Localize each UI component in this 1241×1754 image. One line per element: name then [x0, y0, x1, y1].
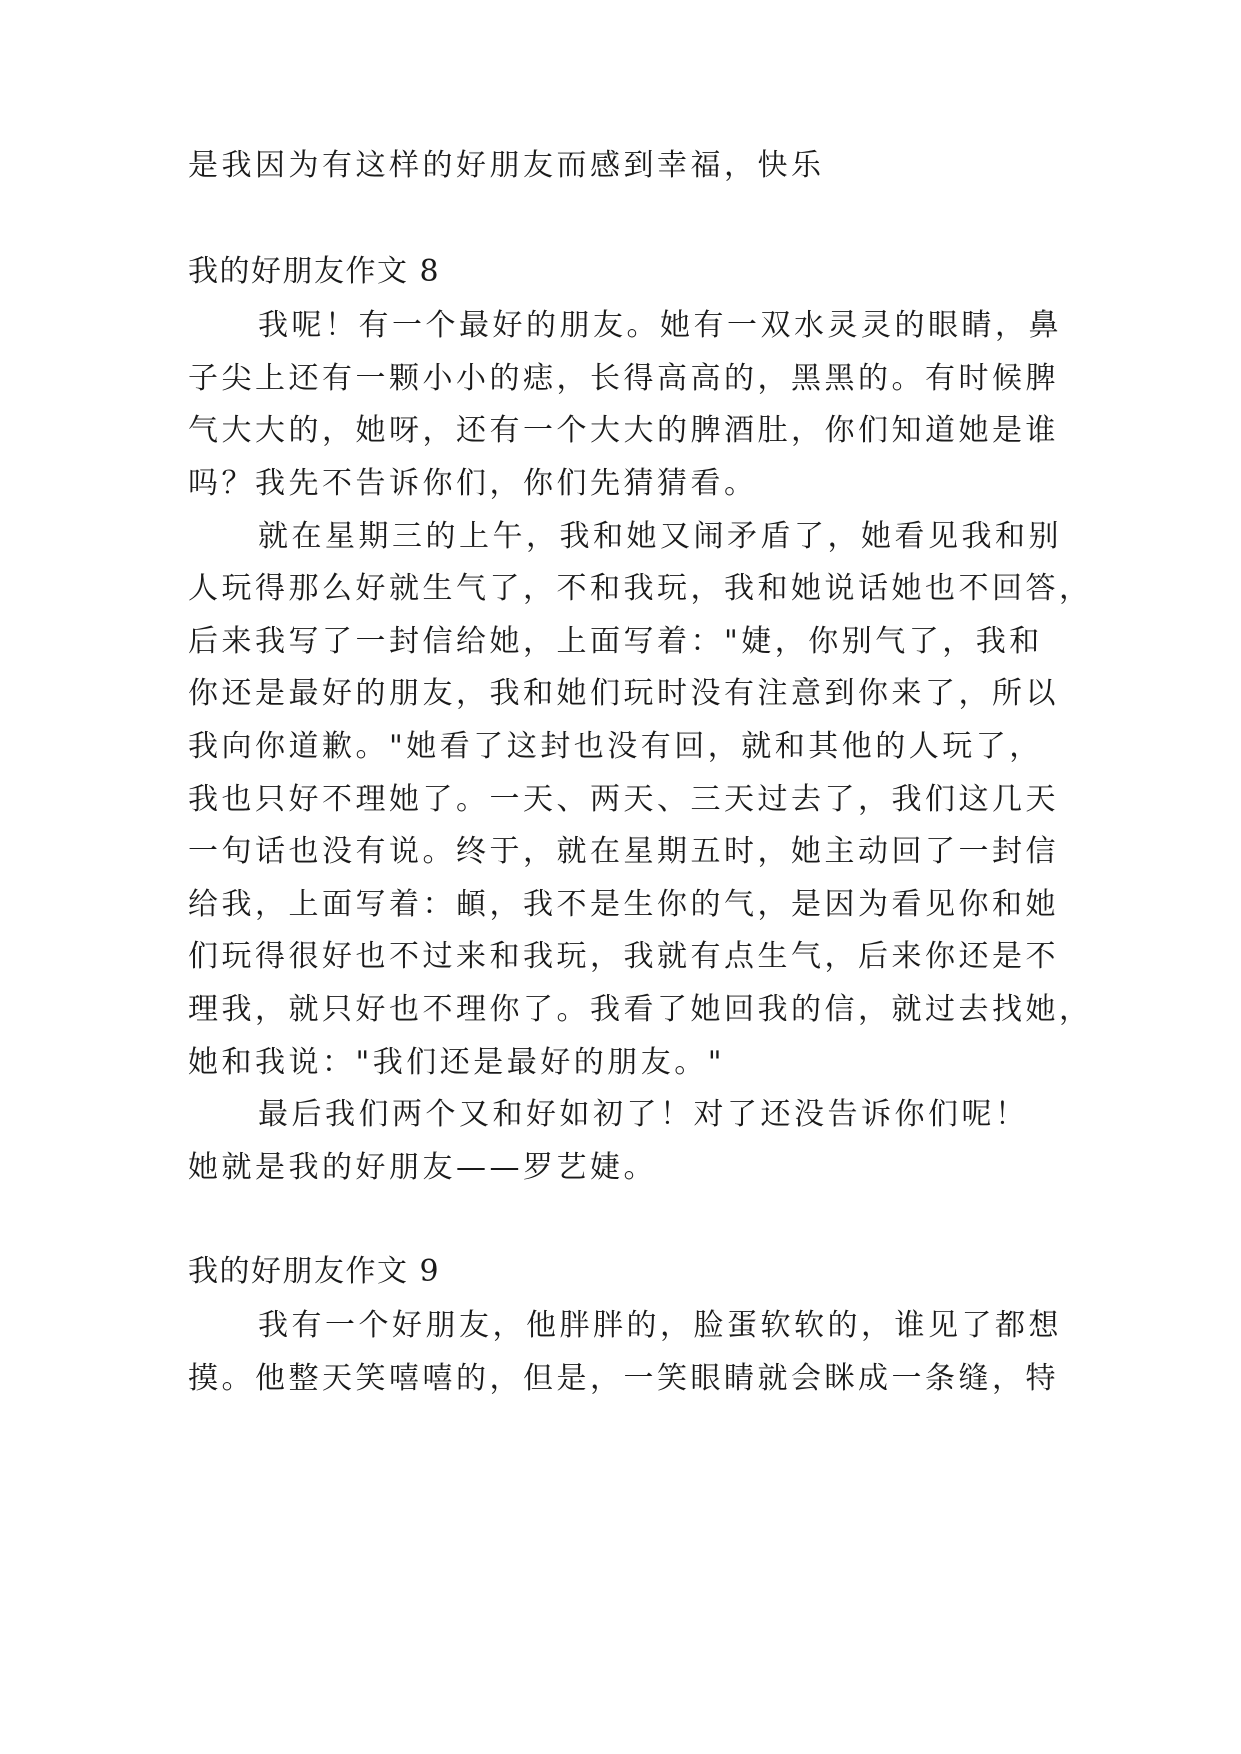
paragraph-line: 吗？我先不告诉你们，你们先猜猜看。	[188, 466, 758, 501]
paragraph-line: 我也只好不理她了。一天、两天、三天过去了，我们这几天	[188, 782, 1059, 817]
section-title: 我的好朋友作文 8	[188, 254, 441, 289]
paragraph-line: 一句话也没有说。终于，就在星期五时，她主动回了一封信	[188, 834, 1059, 869]
paragraph-line: 子尖上还有一颗小小的痣，长得高高的，黑黑的。有时候脾	[188, 361, 1059, 396]
paragraph-line: 气大大的，她呀，还有一个大大的脾酒肚，你们知道她是谁	[188, 413, 1059, 448]
paragraph-line: 摸。他整天笑嘻嘻的，但是，一笑眼睛就会眯成一条缝，特	[188, 1361, 1059, 1396]
intro-line: 是我因为有这样的好朋友而感到幸福，快乐	[188, 148, 825, 183]
paragraph-line: 就在星期三的上午，我和她又闹矛盾了，她看见我和别	[258, 519, 1062, 554]
paragraph-line: 我有一个好朋友，他胖胖的，脸蛋软软的，谁见了都想	[258, 1308, 1062, 1343]
paragraph-line: 们玩得很好也不过来和我玩，我就有点生气，后来你还是不	[188, 939, 1059, 974]
paragraph-line: 人玩得那么好就生气了，不和我玩，我和她说话她也不回答，	[188, 571, 1093, 606]
paragraph-line: 后来我写了一封信给她，上面写着："婕，你别气了，我和	[188, 624, 1043, 659]
paragraph-line: 最后我们两个又和好如初了！对了还没告诉你们呢！	[258, 1097, 1029, 1132]
paragraph-line: 给我，上面写着：頔，我不是生你的气，是因为看见你和她	[188, 887, 1059, 922]
paragraph-line: 她就是我的好朋友——罗艺婕。	[188, 1150, 657, 1185]
paragraph-line: 我呢！有一个最好的朋友。她有一双水灵灵的眼睛，鼻	[258, 308, 1062, 343]
section-title: 我的好朋友作文 9	[188, 1254, 441, 1289]
paragraph-line: 理我，就只好也不理你了。我看了她回我的信，就过去找她，	[188, 992, 1093, 1027]
paragraph-line: 你还是最好的朋友，我和她们玩时没有注意到你来了，所以	[188, 676, 1059, 711]
paragraph-line: 我向你道歉。"她看了这封也没有回，就和其他的人玩了，	[188, 729, 1043, 764]
paragraph-line: 她和我说："我们还是最好的朋友。"	[188, 1045, 726, 1080]
